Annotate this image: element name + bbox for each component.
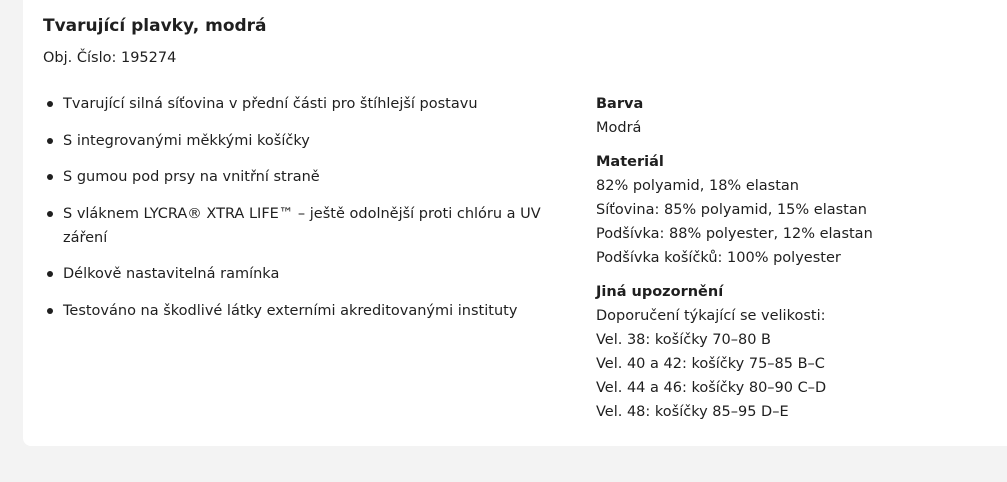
feature-item — [43, 262, 553, 286]
feature-text: Tvarující silná síťovina v přední části pro štíhlejší postavu — [63, 96, 478, 112]
feature-text: Délkově nastavitelná ramínka — [63, 266, 280, 282]
feature-item — [43, 92, 553, 116]
spec-material-value: Síťovina: 85% polyamid, 15% elastan — [596, 202, 867, 218]
bullet-icon — [47, 138, 53, 144]
feature-text: S integrovanými měkkými košíčky — [63, 132, 310, 149]
feature-item — [43, 165, 553, 189]
bullet-icon — [47, 271, 53, 277]
feature-item — [43, 299, 553, 323]
spec-material-value: Podšívka: 88% polyester, 12% elastan — [596, 226, 873, 242]
spec-color-value: Modrá — [596, 120, 642, 136]
spec-material — [596, 150, 976, 270]
bullet-icon — [47, 308, 53, 314]
bullet-icon — [47, 174, 53, 180]
feature-text: S gumou pod prsy na vnitřní straně — [63, 169, 320, 185]
spec-notes — [596, 280, 976, 424]
product-detail-card — [23, 0, 1007, 446]
feature-text: S vláknem LYCRA® XTRA LIFE™ – ještě odolnější proti chlóru a UV záření — [63, 205, 541, 246]
feature-item — [43, 129, 553, 153]
bullet-icon — [47, 101, 53, 107]
spec-notes-value: Doporučení týkající se velikosti: — [596, 308, 826, 324]
spec-notes-value: Vel. 40 a 42: košíčky 75–85 B–C — [596, 356, 825, 372]
spec-notes-value: Vel. 38: košíčky 70–80 B — [596, 332, 771, 348]
feature-item — [43, 202, 553, 250]
spec-panel — [596, 92, 976, 434]
spec-material-value: Podšívka košíčků: 100% polyester — [596, 250, 841, 266]
spec-material-label: Materiál — [596, 154, 664, 170]
spec-notes-label: Jiná upozornění — [596, 284, 724, 300]
bullet-icon — [47, 211, 53, 217]
feature-text: Testováno na škodlivé látky externími akreditovanými instituty — [63, 302, 518, 319]
product-title: Tvarující plavky, modrá — [43, 16, 267, 36]
feature-list — [43, 92, 553, 335]
spec-color — [596, 92, 976, 140]
spec-notes-value: Vel. 44 a 46: košíčky 80–90 C–D — [596, 380, 827, 396]
spec-color-label: Barva — [596, 96, 644, 112]
spec-notes-value: Vel. 48: košíčky 85–95 D–E — [596, 404, 789, 420]
product-sku: Obj. Číslo: 195274 — [43, 50, 177, 66]
spec-material-value: 82% polyamid, 18% elastan — [596, 178, 799, 194]
